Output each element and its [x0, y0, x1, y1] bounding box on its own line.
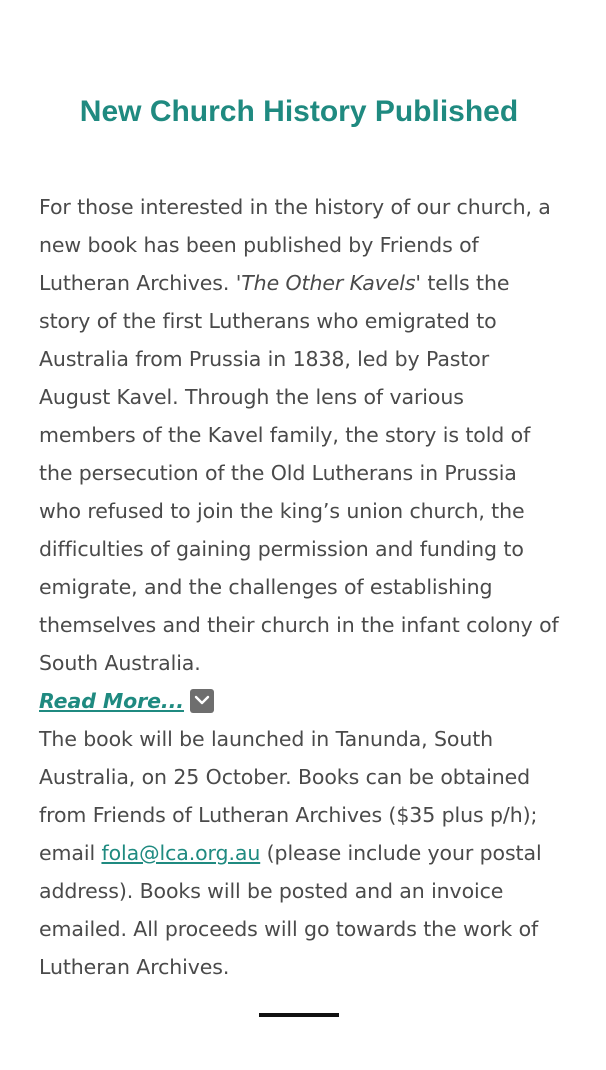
article — [39, 0, 565, 986]
intro-paragraph — [39, 188, 565, 682]
email-link[interactable]: fola@lca.org.au — [101, 841, 261, 865]
read-more-link[interactable]: Read More... — [39, 689, 184, 713]
launch-text-end: (please include your postal address). Books will be posted and an invoice emailed. All proceeds will go towards the work of Lutheran Archives. — [39, 841, 542, 979]
intro-text-start: For those interested in the history of our church, a new book has been published by Friends of Lutheran Archives. ' — [39, 195, 551, 295]
launch-paragraph — [39, 720, 565, 986]
article-body — [39, 188, 565, 986]
book-title: The Other Kavels — [241, 271, 416, 295]
chevron-down-icon[interactable] — [190, 689, 214, 713]
intro-text-end: ' tells the story of the first Lutherans who emigrated to Australia from Prussia in 1838, led by Pastor August Kavel. Through the lens of various members of the Kavel family, the story is told of the persecution of the Old Lutherans in Prussia who refused to join the king’s union church, the difficulties of gaining permission and funding to emigrate, and the challenges of establishing themselves and their church in the infant colony of South Australia. — [39, 271, 559, 675]
launch-text-start: The book will be launched in Tanunda, South Australia, on 25 October. Books can be obtained from Friends of Lutheran Archives ($35 plus p/h); email — [39, 727, 538, 865]
article-title: New Church History Published — [79, 95, 519, 128]
read-more-row — [39, 682, 565, 720]
section-divider — [259, 1013, 339, 1017]
